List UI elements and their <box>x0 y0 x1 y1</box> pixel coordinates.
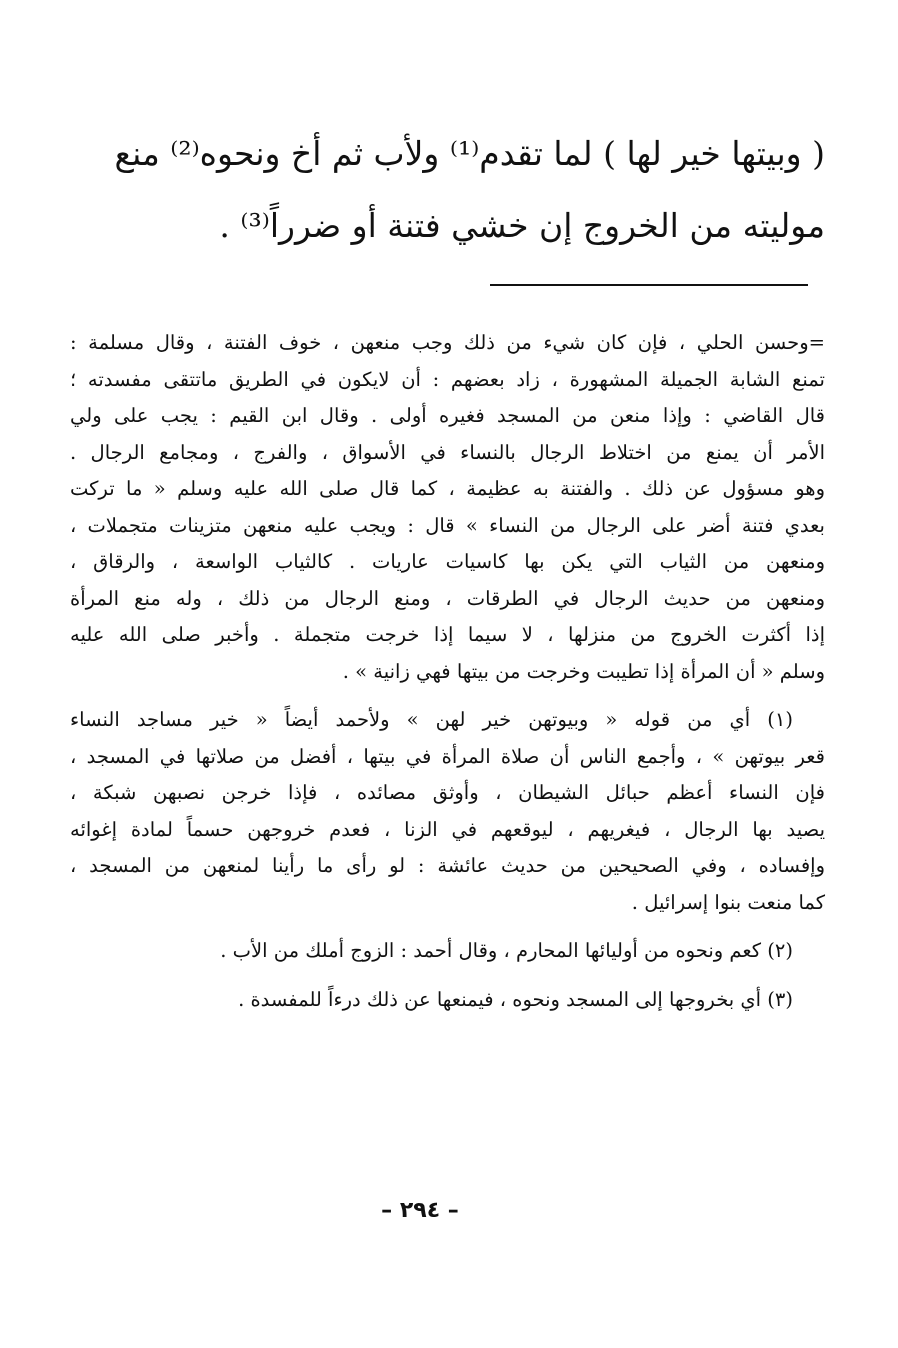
footnote-continuation <box>70 325 825 690</box>
main-line-1: ( وبيتها خير لها ) لما تقدم⁽¹⁾ ولأب ثم أخ ونحوه⁽²⁾ منع <box>114 134 825 173</box>
note-line: كما منعت بنوا إسرائيل . <box>631 890 825 914</box>
footnote-3 <box>70 982 825 1019</box>
note-line: (١) أي من قوله « وبيوتهن خير لهن » ولأحمد أيضاً « خير مساجد النساء <box>70 708 793 731</box>
note-line: إذا أكثرت الخروج من منزلها ، لا سيما إذا خرجت متجملة . وأخبر صلى الله عليه <box>70 623 825 646</box>
note-line: بعدي فتنة أضر على الرجال من النساء » قال : ويجب عليه منعهن متزينات متجملات ، <box>70 513 825 537</box>
footnote-1 <box>70 702 825 921</box>
note-line: وسلم « أن المرأة إذا تطيبت وخرجت من بيتها فهي زانية » . <box>342 659 825 683</box>
note-line: الأمر أن يمنع من اختلاط الرجال بالنساء في الأسواق ، والفرج ، ومجامع الرجال . <box>70 440 825 464</box>
note-line: وهو مسؤول عن ذلك . والفتنة به عظيمة ، كما قال صلى الله عليه وسلم « ما تركت <box>70 477 825 500</box>
footnote-separator <box>490 284 808 286</box>
page-number: – ٢٩٤ – <box>381 1198 459 1223</box>
note-line: يصيد بها الرجال ، فيغريهم ، ليوقعهم في الزنا ، فعدم خروجهن حسماً لمادة إغوائه <box>70 817 825 841</box>
main-line-2: موليته من الخروج إن خشي فتنة أو ضرراً⁽³⁾ . <box>219 206 825 245</box>
note-line: قال القاضي : وإذا منعن من المسجد فغيره أولى . وقال ابن القيم : يجب على ولي <box>70 404 825 427</box>
note-line: قعر بيوتهن » ، وأجمع الناس أن صلاة المرأة في بيتها ، أفضل من صلاتها في المسجد ، <box>70 744 825 768</box>
main-text <box>60 118 825 262</box>
note-line: (٢) كعم ونحوه من أوليائها المحارم ، وقال أحمد : الزوج أملك من الأب . <box>220 939 793 962</box>
footnotes <box>70 325 825 1030</box>
note-line: فإن النساء أعظم حبائل الشيطان ، وأوثق مصائده ، فإذا خرجن نصبهن شبكة ، <box>70 781 825 804</box>
note-line: ومنعهن من الثياب التي يكن بها كاسيات عاريات . كالثياب الواسعة ، والرقاق ، <box>70 550 825 573</box>
note-line: (٣) أي بخروجها إلى المسجد ونحوه ، فيمنعها عن ذلك درءاً للمفسدة . <box>238 987 793 1011</box>
note-line: ومنعهن من حديث الرجال في الطرقات ، ومنع الرجال من ذلك ، وله منع المرأة <box>70 586 825 610</box>
footnote-2 <box>70 933 825 970</box>
note-line: تمنع الشابة الجميلة المشهورة ، زاد بعضهم : أن لايكون في الطريق ماتتقى مفسدته ؛ <box>70 367 825 391</box>
note-line: =وحسن الحلي ، فإن كان شيء من ذلك وجب منعهن ، خوف الفتنة ، وقال مسلمة : <box>70 331 825 354</box>
note-line: وإفساده ، وفي الصحيحين من حديث عائشة : لو رأى ما رأينا لمنعهن من المسجد ، <box>70 854 825 877</box>
